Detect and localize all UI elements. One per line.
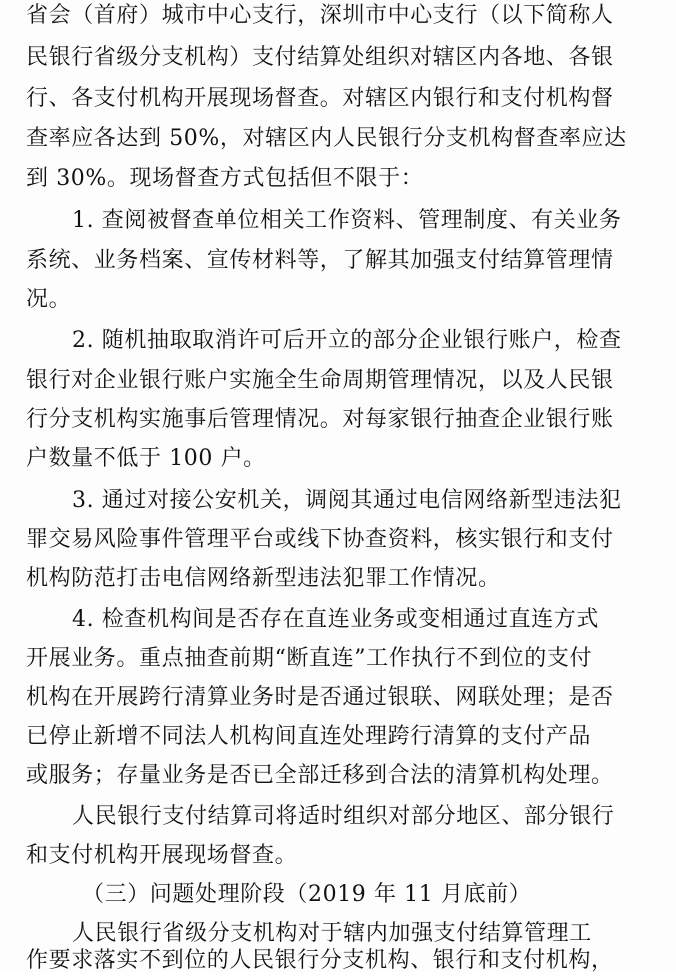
- list-item-1-line: 系统、业务档案、宣传材料等，了解其加强支付结算管理情: [26, 248, 614, 273]
- list-item-2-line: 2. 随机抽取取消许可后开立的部分企业银行账户，检查: [72, 328, 622, 353]
- list-item-2-line: 户数量不低于 100 户。: [26, 446, 266, 471]
- list-item-1-line: 况。: [26, 287, 72, 312]
- list-item-4-line: 机构在开展跨行清算业务时是否通过银联、网联处理；是否: [26, 685, 614, 710]
- section-heading: （三）问题处理阶段（2019 年 11 月底前）: [82, 882, 532, 907]
- list-item-3-line: 3. 通过对接公安机关，调阅其通过电信网络新型违法犯: [72, 488, 622, 513]
- list-item-4-line: 或服务；存量业务是否已全部迁移到合法的清算机构处理。: [26, 763, 614, 788]
- paragraph-line: 查率应各达到 50%，对辖区内人民银行分支机构督查率应达: [26, 126, 627, 151]
- paragraph-line: 人民银行支付结算司将适时组织对部分地区、部分银行: [72, 804, 615, 829]
- list-item-4-line: 4. 检查机构间是否存在直连业务或变相通过直连方式: [72, 607, 599, 632]
- list-item-3-line: 罪交易风险事件管理平台或线下协查资料，核实银行和支付: [26, 527, 614, 552]
- paragraph-line: 省会（首府）城市中心支行，深圳市中心支行（以下简称人: [26, 3, 614, 28]
- paragraph-line: 行、各支付机构开展现场督查。对辖区内银行和支付机构督: [26, 86, 614, 111]
- list-item-2-line: 银行对企业银行账户实施全生命周期管理情况，以及人民银: [26, 368, 614, 393]
- list-item-1-line: 1. 查阅被督查单位相关工作资料、管理制度、有关业务: [72, 208, 622, 233]
- paragraph-line: 和支付机构开展现场督查。: [26, 843, 298, 868]
- paragraph-line: 作要求落实不到位的人民银行分支机构、银行和支付机构，: [26, 948, 614, 973]
- list-item-3-line: 机构防范打击电信网络新型违法犯罪工作情况。: [26, 566, 501, 591]
- list-item-4-line: 已停止新增不同法人机构间直连处理跨行清算的支付产品: [26, 724, 592, 749]
- list-item-2-line: 行分支机构实施事后管理情况。对每家银行抽查企业银行账: [26, 407, 614, 432]
- paragraph-line: 民银行省级分支机构）支付结算处组织对辖区内各地、各银: [26, 45, 614, 70]
- paragraph-line: 人民银行省级分支机构对于辖内加强支付结算管理工: [72, 921, 592, 946]
- list-item-4-line: 开展业务。重点抽查前期“断直连”工作执行不到位的支付: [26, 646, 593, 671]
- paragraph-line: 到 30%。现场督查方式包括但不限于：: [26, 166, 424, 191]
